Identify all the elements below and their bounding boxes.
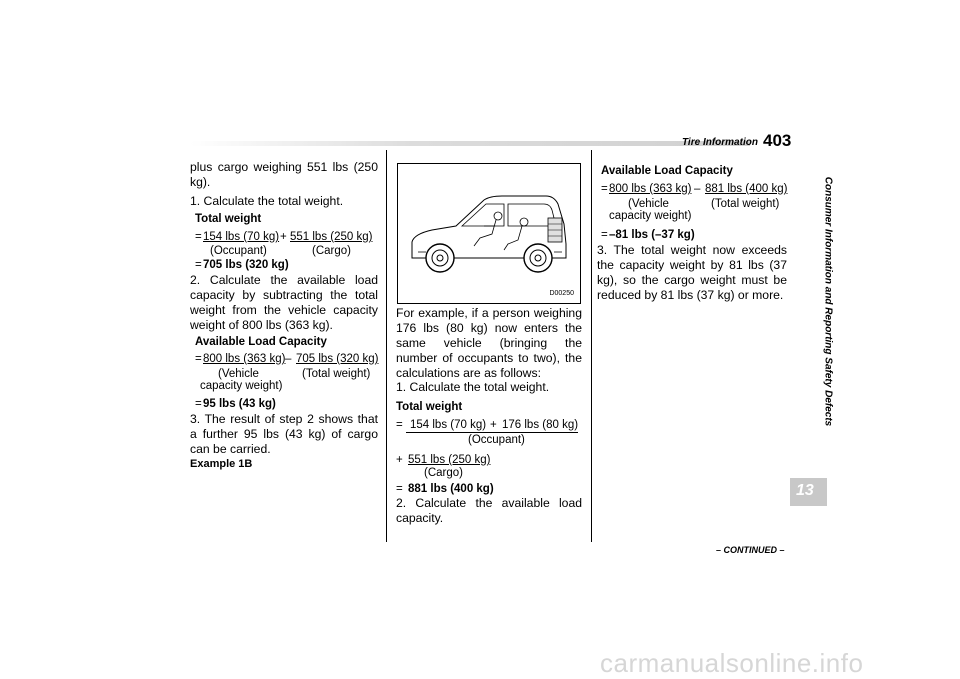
equals-sign: = [396,419,403,431]
intro-text: plus cargo weighing 551 lbs (250 kg). [190,160,378,189]
cargo-sublabel: (Cargo) [424,467,463,479]
column-divider [591,150,592,542]
column-1 [190,160,378,480]
total-weight-term: 705 lbs (320 kg) [296,353,379,365]
equals-sign: = [601,229,608,241]
equals-sign: = [195,398,202,410]
car-side-view-icon [398,164,580,303]
equals-sign: = [195,353,202,365]
plus-sign: + [280,231,287,243]
column-divider [386,150,387,542]
cargo-term: 551 lbs (250 kg) [408,454,491,466]
total-weight-result: 705 lbs (320 kg) [203,259,289,271]
occupant-sublabel: (Occupant) [210,245,267,257]
vehicle-sublabel: (Vehicle [628,198,669,210]
total-weight-sublabel: (Total weight) [302,368,371,380]
column-2 [396,306,582,526]
total-weight-label: Total weight [195,213,262,225]
equals-sign: = [195,231,202,243]
page-number: 403 [763,131,792,150]
step-2-text: 2. Calculate the available load capacity by subtracting the total weight from the vehicle capacity weight of 800 lbs (363 kg). [190,273,378,332]
total-weight-term: 881 lbs (400 kg) [705,183,788,195]
chapter-number: 13 [796,482,814,499]
cargo-weight-term: 551 lbs (250 kg) [290,231,373,243]
available-load-result: 95 lbs (43 kg) [203,398,276,410]
total-weight-result: 881 lbs (400 kg) [408,483,494,495]
step-3-text: 3. The total weight now exceeds the capacity weight by 81 lbs (37 kg), so the cargo weight must be reduced by 81 lbs (37 kg) or more. [597,243,787,302]
total-weight-sublabel: (Total weight) [711,198,780,210]
occupant-2-term: 176 lbs (80 kg) [502,419,579,431]
minus-sign: – [694,183,701,195]
equals-sign: = [601,183,608,195]
cargo-sublabel: (Cargo) [312,245,351,257]
capacity-weight-sublabel: capacity weight) [609,210,692,222]
step-2-text-cont: capacity. [396,511,444,525]
step-1-text: 1. Calculate the total weight. [396,380,550,394]
header-bar [190,141,750,146]
capacity-term: 800 lbs (363 kg) [203,353,286,365]
available-load-label: Available Load Capacity [601,165,733,177]
plus-sign: + [490,419,497,431]
figure-code: D00250 [549,290,574,297]
capacity-term: 800 lbs (363 kg) [609,183,692,195]
vehicle-sublabel: (Vehicle [218,368,259,380]
continued-marker: – CONTINUED – [716,545,785,555]
watermark: carmanualsonline.info [600,648,864,678]
vehicle-illustration [397,163,581,304]
equals-sign: = [195,259,202,271]
minus-sign: – [285,353,292,365]
capacity-weight-sublabel: capacity weight) [200,380,283,392]
chapter-title-vertical: Consumer Information and Reporting Safety Defects [822,176,834,427]
occupant-weight-term: 154 lbs (70 kg) [203,231,280,243]
available-load-label: Available Load Capacity [195,336,327,348]
occupant-1-term: 154 lbs (70 kg) [410,419,487,431]
equals-sign: = [396,483,403,495]
example-label: Example 1B [190,458,253,470]
step-2-text: 2. Calculate the available load [396,496,582,510]
plus-sign: + [396,454,403,466]
section-title: Tire Information [682,137,758,148]
total-weight-label: Total weight [396,401,463,413]
step-3-text: 3. The result of step 2 shows that a further 95 lbs (43 kg) of cargo can be carried. [190,412,378,456]
occupant-sublabel: (Occupant) [468,434,525,446]
chapter-tab [790,478,827,506]
step-1-text: 1. Calculate the total weight. [190,194,344,208]
available-load-result: –81 lbs (–37 kg) [609,229,695,241]
column-3 [597,164,787,304]
example-paragraph: For example, if a person weighing 176 lbs (80 kg) now enters the same vehicle (bringing the number of occupants to two), the calculations are as follows: [396,306,582,380]
